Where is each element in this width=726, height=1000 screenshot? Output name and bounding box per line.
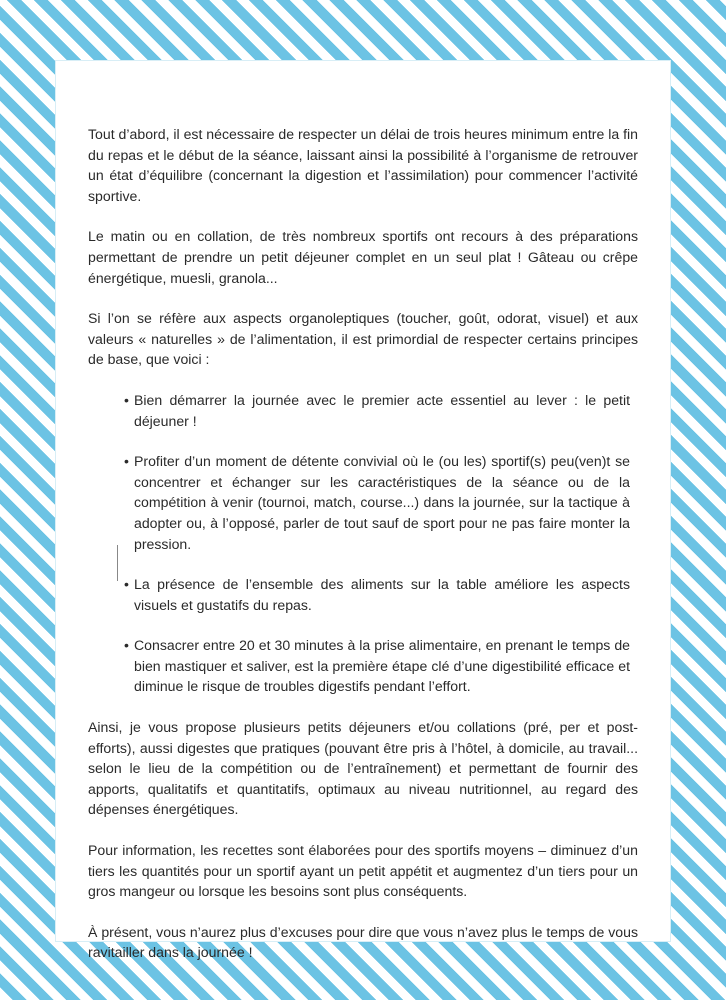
list-item-text: Profiter d’un moment de détente convivial où le (ou les) sportif(s) peu(ven)t se concentrer et échanger sur les caractéristiques de la séance ou de la compétition à venir (tournoi, match, course...) dans la journée, sur la tactique à adopter ou, à l’opposé, parler de tout sauf de sport pour ne pas faire monter la pression. [134, 453, 630, 552]
document-body [88, 124, 638, 983]
paragraph-breakfast: Le matin ou en collation, de très nombreux sportifs ont recours à des préparations permettant de prendre un petit déjeuner complet en un seul plat ! Gâteau ou crêpe énergétique, muesli, granola... [88, 228, 638, 286]
list-item [124, 451, 630, 554]
paragraph-proposal: Ainsi, je vous propose plusieurs petits déjeuners et/ou collations (pré, per et post-efforts), aussi digestes que pratiques (pouvant être pris à l’hôtel, à domicile, au travail... selon le lieu de la compétition ou de l’entraînement) et permettant de fournir des apports, qualitatifs et quantitatifs, optimaux au niveau nutritionnel, au regard des dépenses énergétiques. [88, 719, 638, 818]
list-item-text: La présence de l’ensemble des aliments sur la table améliore les aspects visuels et gustatifs du repas. [134, 576, 630, 613]
paragraph-conclusion: À présent, vous n’aurez plus d’excuses pour dire que vous n’avez plus le temps de vous ravitailler dans la journée ! [88, 923, 638, 961]
list-item-text: Bien démarrer la journée avec le premier acte essentiel au lever : le petit déjeuner ! [134, 391, 630, 429]
bullet-icon: • [124, 576, 129, 593]
list-item-text: Consacrer entre 20 et 30 minutes à la prise alimentaire, en prenant le temps de bien mastiquer et saliver, est la première étape clé d’une digestibilité efficace et diminue le risque de troubles digestifs pendant l’effort. [134, 637, 630, 695]
list-item [124, 390, 630, 431]
paragraph-principles: Si l’on se réfère aux aspects organoleptiques (toucher, goût, odorat, visuel) et aux valeurs « naturelles » de l’alimentation, il est primordial de respecter certains principes de base, que voici : [88, 310, 638, 368]
list-item [124, 574, 630, 615]
bullet-icon: • [124, 637, 129, 654]
bullet-icon: • [124, 453, 129, 470]
list-item [124, 635, 630, 697]
principles-list [88, 390, 638, 697]
bullet-icon: • [124, 391, 129, 408]
paragraph-intro: Tout d’abord, il est nécessaire de respecter un délai de trois heures minimum entre la fin du repas et le début de la séance, laissant ainsi la possibilité à l’organisme de retrouver un état d’équilibre (concernant la digestion et l’assimilation) pour commencer l’activité sportive. [88, 126, 638, 204]
margin-pencil-mark [117, 545, 118, 581]
paragraph-quantities: Pour information, les recettes sont élaborées pour des sportifs moyens – diminuez d’un tiers les quantités pour un sportif ayant un petit appétit et augmentez d’un tiers pour un gros mangeur ou lorsque les besoins sont plus conséquents. [88, 842, 638, 900]
